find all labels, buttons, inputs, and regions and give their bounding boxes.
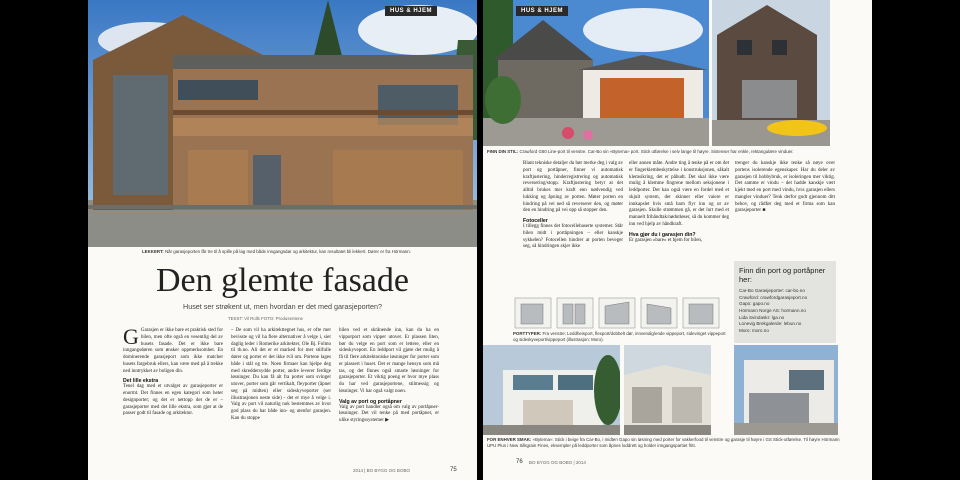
supplier-item: Moro: moro.no [739, 327, 769, 333]
supplier-item: Car-Bo Garasjeporter: car-bo.no [739, 288, 805, 293]
body-text: – De som vil ha arkitekttegnet hus, er ofte mer bevisste og vil ha flere alternativer å velge i, sier daglig leder i Romerike arkitekter, Ole Bj. Folmo til tb.no. Ali det er et marked for mer stilfulle dører og porter er det ikke tvil om. Portene lages både i stål og tre. Noen firmaer kan hjelpe deg med skreddersydde porter, andre leverer ferdige løsninger. Du kan få alt fra porter som svinger utover, porter som går vertikalt, fleyporter (åpner seg på midten) eller sideskyveporter (ser illustrasjonen neste side) - det er mye å velge i. Valg av port vil naturlig nok bestemmes av hvor god plass du har både inn- og utenfor garasjen. Kan du stoppe [231, 328, 331, 421]
body-text: I tillegg finnes det fotocellebaserte systemer. Står bilen midt i portåpningen – eller kanskje sykkelen? Fotocellen hindrer at porten beveger seg, så hindringen skjer ikke [523, 224, 623, 250]
intro-text: G Garasjen er ikke bare et praktisk sted for bilen, men ofte også en vesentlig del av husets fasade. Det er ikke bare inngangsdøren som ønsker oppmerksomhet. En dominerende garasjeport som ikke matcher husets fargebruk ellers, kan være med på å trekke ned inntrykket av boligen din. [123, 324, 223, 374]
porttype-diagram [513, 296, 723, 330]
page-number: 76 [516, 459, 523, 465]
subheadline: Huset ser strøkent ut, men hvordan er det med garasjeporten? [183, 302, 382, 311]
supplier-item: Crawford: crawfordgarasjeport.no [739, 294, 808, 300]
section-tag: HUS & HJEM [516, 6, 568, 16]
body-text: Valg av port handler også om valg av portåpner-løsninger. Det vil tenke på med portåpner, er ulike styringssystemer ▶ [339, 404, 439, 423]
byline: TEKST: Vil Rolls FOTO: Produsentene [228, 316, 303, 321]
body-text: bilen ved et skrånende inn, kan du ha en vipporport som vipper utover. Er plassen liten, bør du velge en port som er lettere, eller en sideskyveport. En leddport vil gjøre det mulig å få til flere arkitektoniske løsninger for porter som er plassert i huset. Det er mange hensyn som må tas, og det finnes også smarte løsninger for garasjeporter. Et viktig poeng er hvor mye plass du har ved garasjeportene, stilmessig og løsninger. Vi har også valgt noen. [339, 328, 439, 394]
supplier-item: Lonevig Brekgalerde: lebun.no [739, 321, 802, 327]
body-text: Er garasjen «bare» et hjem for bilen, [629, 237, 703, 243]
body-text: Tenel dag med et utvalget av garasjeporter er enormt. Det finnes en egen kategori som heter designporter; og det er nettopp det de er – garasjeporter med det lille ekstra, som gjør at de passer godt til fasade og arkitektur. [123, 384, 223, 417]
body-text: Blant tekniske detaljer du bør merke deg i valg av port og portåpner, finner vi automatisk kraftjustering, hinderregistrering og automatisk reversering/stopp. Kraftjustering betyr at det alltid brukes mer kraft enn nødvendig ved lukking og åpning av porten. Møter porten en hindring på vei ned så reverserer den, og møter den en hindring på vei opp så stopper den. [523, 161, 623, 214]
section-tag: HUS & HJEM [385, 6, 437, 16]
supplier-list [739, 288, 831, 335]
body-text: eller annen måte. Andre ting å tenke på er om det er fingerklembeskyttelse i konstruksjonen, såkalt klemsikring, det er påbudt. Det skal ikke være mulig å klemme fingrene mellom seksjonene i leddporter. Det kan også være en fordel med et skjult system, der skinner eller vaiere er innkapslet hvis små barn flyr inn og ut av garasjen. Skulle strømmen gå, er det lurt med et manuelt frihåndtak/nødutløser, så du kommer deg inn ved hjelp av håndkraft. [629, 161, 729, 227]
column-3 [339, 328, 439, 425]
subheading: Fotoceller [523, 218, 548, 224]
supplier-item: Hörmann Norge AS: hormann.no [739, 307, 806, 313]
supplier-item: Lida Svindaskr: lga.no [739, 314, 785, 320]
supplier-panel [734, 261, 836, 343]
supplier-item: Gapo: gapo.no [739, 301, 770, 307]
bottom-photo-3 [734, 345, 838, 435]
folio: 2014 | BO BYGG OG BOBO [353, 468, 410, 473]
panel-title: Finn din port og portåpner her: [739, 266, 826, 284]
garage-photo-2 [712, 0, 830, 146]
photo-caption: LEKKERT: Når garasjeporten får tre til å spille på lag med både inngangsdør og arkitektur, kan resultatet bli lekkert. Dører er fra Hörmann. [142, 249, 411, 254]
right-page [483, 0, 872, 480]
left-page [88, 0, 477, 480]
column-1 [123, 324, 223, 418]
subheading: Valg av port og portåpner [339, 398, 402, 405]
subheading: Hva gjør du i garasjen din? [629, 231, 696, 238]
page-number: 75 [450, 467, 457, 473]
folio: BO BYGG OG BOBO | 2014 [529, 460, 586, 465]
porttype-caption: PORTTYPER: Fra venstre: Leddheisport, flexport/dobbelt dør, innvendig/ende vippeport, sidevinget vippeport og sideskyveport/vippeport (illustrasjon: Moro). [513, 331, 726, 342]
house-photo [88, 0, 477, 247]
bottom-photo-2 [624, 345, 711, 435]
column-1 [523, 161, 623, 251]
headline: Den glemte fasade [156, 262, 409, 299]
column-2 [629, 161, 729, 244]
column-2 [231, 328, 331, 423]
bottom-caption: FOR ENHVER SMAK: «Bytema»: Stick i beige fra Car-Bo, i midten Gapo sin løsning med porter for vakkerfood til venstre og garasje til høyre i GS Stick-utførelse. Til høyre Hörmann UPU Plus i New Silkgrain Fines, eksempler på leddporter som åpnes loddrett og holder inngangspartiet fritt. [487, 437, 840, 448]
bottom-photo-1 [483, 345, 620, 435]
body-text: trenger du kanskje ikke tenke så nøye over portens isolerende egenskaper. Har du deler av garasjen til hobbybruk, er isoleringen mer viktig. Det samme er vindu – det hadde kanskje vært kjekt med en port med vindu, hvis garasjen ellers mangler vinduer? Tenk derfor godt gjennom ditt behov, og rådfør deg med et firma som kan garasjeporter ■ [735, 161, 835, 214]
column-3 [735, 161, 835, 215]
garage-photo-1 [483, 0, 709, 146]
top-caption: FINN DIN STIL: Crawford G60 Line-port til venstre. Car-Bo sin «Bytema» port. Stick utførelse i selv lange til høyre. Sistenser har enkle, rektangulære vinduer. [487, 149, 794, 154]
subheading: Det lille ekstra [123, 378, 159, 385]
